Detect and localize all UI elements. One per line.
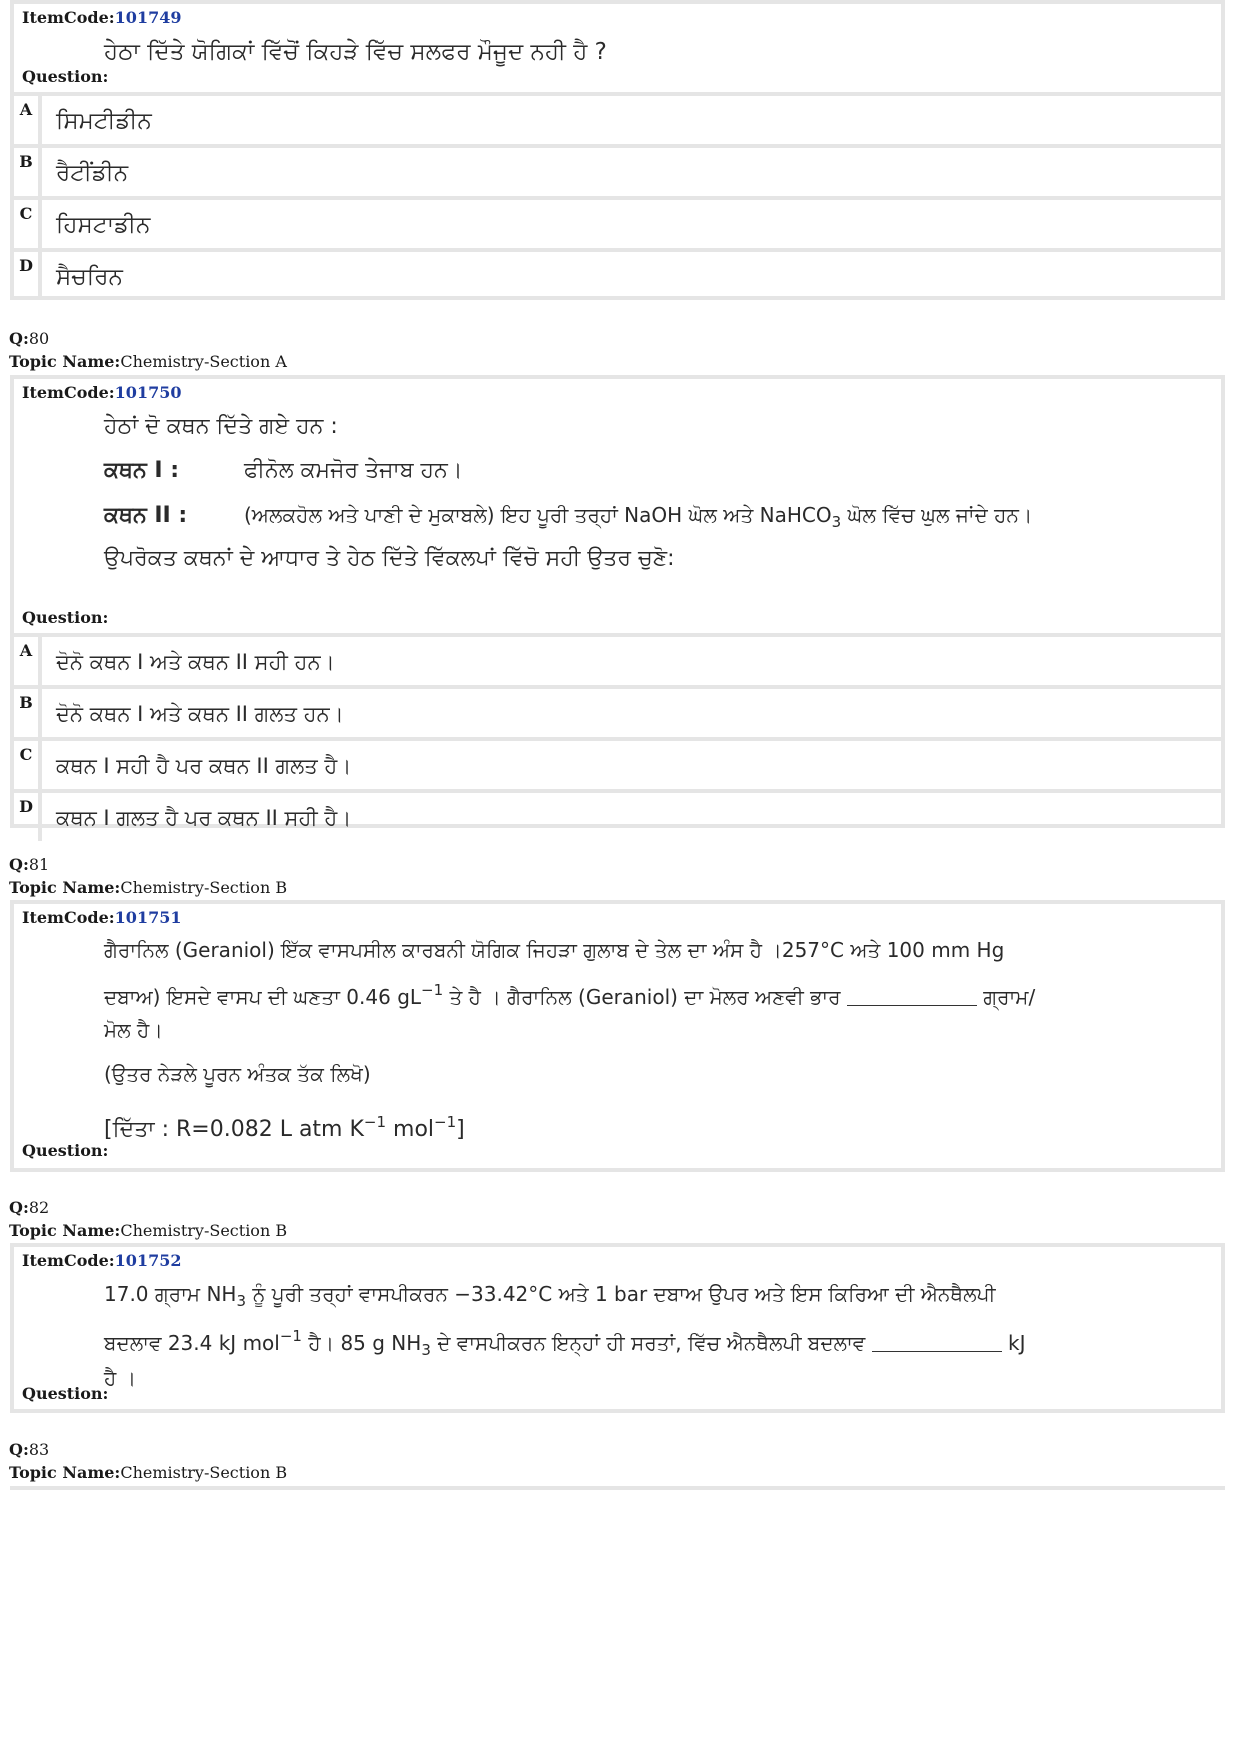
question-label: Question: (22, 67, 109, 86)
text-part: ਹੈ। 85 g NH (301, 1331, 422, 1355)
item-code: 101750 (114, 383, 182, 402)
statement-1-text: ਫੀਨੋਲ ਕਮਜੋਰ ਤੇਜਾਬ ਹਨ। (244, 458, 463, 483)
statement-1-label: ਕਥਨ I : (104, 458, 180, 483)
item-code-label: ItemCode: (22, 1251, 115, 1270)
text-part: ਦਬਾਅ) ਇਸਦੇ ਵਾਸਪ ਦੀ ਘਣਤਾ 0.46 gL (104, 985, 422, 1009)
option-c[interactable] (14, 196, 1221, 248)
option-letter: C (14, 741, 42, 789)
item-box-101751 (10, 900, 1225, 1172)
question-header-83 (9, 1438, 287, 1484)
item-code: 101749 (114, 8, 182, 27)
option-text: ਹਿਸਟਾਡੀਨ (56, 212, 151, 238)
option-d[interactable] (14, 789, 1221, 841)
statement-2-label: ਕਥਨ II : (104, 503, 188, 528)
text-part: ] (456, 1117, 465, 1142)
topic-name: Chemistry-Section B (120, 878, 288, 897)
q-label: Q: (9, 855, 29, 874)
item-box-101750 (10, 375, 1225, 828)
question-header-82 (9, 1196, 287, 1242)
subscript: 3 (236, 1292, 246, 1310)
question-text (104, 30, 1221, 74)
option-text: ਕਥਨ I ਸਹੀ ਹੈ ਪਰ ਕਥਨ II ਗਲਤ ਹੈ। (56, 754, 352, 778)
question-text (104, 1273, 1221, 1399)
question-line: ਹੇਠਾ ਦਿੱਤੇ ਯੋਗਿਕਾਂ ਵਿੱਚੋਂ ਕਿਹੜੇ ਵਿੱਚ ਸਲਫਰ ਮੌਜੂਦ ਨਹੀ ਹੈ ? (104, 39, 607, 65)
option-a[interactable] (14, 92, 1221, 144)
question-label: Question: (22, 608, 109, 627)
option-b[interactable] (14, 144, 1221, 196)
item-box-101749 (10, 0, 1225, 300)
topic-label: Topic Name: (9, 352, 121, 371)
statement-2-text (244, 503, 1033, 531)
option-text: ਦੋਨੋ ਕਥਨ I ਅਤੇ ਕਥਨ II ਸਹੀ ਹਨ। (56, 650, 335, 674)
answer-blank (872, 1331, 1002, 1352)
topic-name: Chemistry-Section A (120, 352, 287, 371)
intro-line: ਹੇਠਾਂ ਦੋ ਕਥਨ ਦਿੱਤੇ ਗਏ ਹਨ : (104, 414, 338, 439)
subscript: 3 (831, 513, 842, 531)
text-part: ਤੇ ਹੈ । ਗੈਰਾਨਿਲ (Geraniol) ਦਾ ਮੋਲਰ ਅਣਵੀ ਭਾਰ (443, 985, 841, 1009)
question-line-2 (104, 970, 1221, 1010)
question-label: Question: (22, 1141, 109, 1160)
question-label: Question: (22, 1384, 109, 1403)
question-text (104, 930, 1221, 1146)
option-letter: A (14, 637, 42, 685)
topic-label: Topic Name: (9, 878, 121, 897)
option-text: ਕਥਨ I ਗਲਤ ਹੈ ਪਰ ਕਥਨ II ਸਹੀ ਹੈ। (56, 806, 352, 830)
option-d[interactable] (14, 248, 1221, 300)
question-text (104, 405, 1221, 581)
q-number: 80 (28, 329, 50, 348)
q-number: 82 (28, 1198, 50, 1217)
question-line-1: ਗੈਰਾਨਿਲ (Geraniol) ਇੱਕ ਵਾਸਪਸੀਲ ਕਾਰਬਨੀ ਯੋਗਿਕ ਜਿਹੜਾ ਗੁਲਾਬ ਦੇ ਤੇਲ ਦਾ ਅੰਸ ਹੈ ।257°C ਅਤੇ 100 mm Hg (104, 938, 1005, 962)
question-line-3: ਮੋਲ ਹੈ। (104, 1018, 163, 1042)
option-text: ਦੋਨੋ ਕਥਨ I ਅਤੇ ਕਥਨ II ਗਲਤ ਹਨ। (56, 702, 344, 726)
question-header-81 (9, 853, 287, 899)
text-part: 17.0 ਗ੍ਰਾਮ NH (104, 1282, 237, 1306)
text-part: ਗ੍ਰਾਮ/ (976, 985, 1036, 1009)
question-area (14, 930, 1221, 1166)
topic-label: Topic Name: (9, 1221, 121, 1240)
item-box-101752 (10, 1243, 1225, 1413)
superscript: −1 (434, 1113, 457, 1131)
text-part: kJ (1001, 1331, 1026, 1355)
statement-2-part: (ਅਲਕਹੋਲ ਅਤੇ ਪਾਣੀ ਦੇ ਮੁਕਾਬਲੇ) ਇਹ ਪੂਰੀ ਤਰ੍ਹਾਂ NaOH ਘੋਲ ਅਤੇ NaHCO (244, 503, 832, 527)
superscript: −1 (363, 1113, 387, 1131)
subscript: 3 (421, 1341, 431, 1359)
answer-blank (847, 985, 977, 1006)
question-line-5 (104, 1098, 1221, 1146)
q-number: 83 (28, 1440, 50, 1459)
item-code-label: ItemCode: (22, 8, 115, 27)
q-number: 81 (28, 855, 50, 874)
option-letter: A (14, 96, 42, 144)
text-part: mol (386, 1117, 435, 1142)
item-code-row (14, 4, 1221, 30)
q-label: Q: (9, 1440, 29, 1459)
statement-1 (104, 449, 1221, 493)
instruction-line: ਉਪਰੋਕਤ ਕਥਨਾਂ ਦੇ ਆਧਾਰ ਤੇ ਹੇਠ ਦਿੱਤੇ ਵਿੱਕਲਪਾਂ ਵਿੱਚੋ ਸਹੀ ਉਤਰ ਚੁਣੋ: (104, 546, 675, 571)
topic-name: Chemistry-Section B (120, 1221, 288, 1240)
option-letter: B (14, 689, 42, 737)
option-c[interactable] (14, 737, 1221, 789)
question-header-80 (9, 327, 287, 373)
text-part: [ਦਿੱਤਾ : R=0.082 L atm K (104, 1117, 364, 1142)
item-code-label: ItemCode: (22, 908, 115, 927)
item-code: 101752 (114, 1251, 182, 1270)
question-area (14, 1273, 1221, 1409)
topic-name: Chemistry-Section B (120, 1463, 288, 1482)
q-label: Q: (9, 1198, 29, 1217)
section-divider (10, 1486, 1225, 1490)
question-line-1 (104, 1273, 1221, 1315)
option-text: ਸੈਚਰਿਨ (56, 264, 123, 290)
option-letter: D (14, 252, 42, 300)
option-b[interactable] (14, 685, 1221, 737)
option-text: ਰੈਟੀਂਡੀਨ (56, 160, 129, 186)
question-area (14, 405, 1221, 633)
item-code-label: ItemCode: (22, 383, 115, 402)
option-a[interactable] (14, 633, 1221, 685)
question-line-2 (104, 1315, 1221, 1357)
item-code-row (14, 904, 1221, 930)
question-area (14, 30, 1221, 92)
superscript: −1 (279, 1327, 302, 1345)
superscript: −1 (421, 981, 444, 999)
question-line-4: (ਉਤਰ ਨੇੜਲੇ ਪੂਰਨ ਅੰਤਕ ਤੱਕ ਲਿਖੋ) (104, 1062, 371, 1086)
text-part: ਦੇ ਵਾਸਪੀਕਰਨ ਇਨ੍ਹਾਂ ਹੀ ਸਰਤਾਂ, ਵਿੱਚ ਐਨਥੈਲਪੀ ਬਦਲਾਵ (430, 1331, 866, 1355)
text-part: ਬਦਲਾਵ 23.4 kJ mol (104, 1331, 280, 1355)
item-code-row (14, 1247, 1221, 1273)
statement-2 (104, 493, 1221, 537)
text-part: ਨੂੰ ਪੂਰੀ ਤਰ੍ਹਾਂ ਵਾਸਪੀਕਰਨ −33.42°C ਅਤੇ 1 bar ਦਬਾਅ ਉਪਰ ਅਤੇ ਇਸ ਕਿਰਿਆ ਦੀ ਐਨਥੈਲਪੀ (246, 1282, 996, 1306)
item-code-row (14, 379, 1221, 405)
option-letter: D (14, 793, 42, 841)
item-code: 101751 (114, 908, 182, 927)
statement-2-part: ਘੋਲ ਵਿੱਚ ਘੁਲ ਜਾਂਦੇ ਹਨ। (841, 503, 1033, 527)
question-line-3: ਹੈ । (104, 1366, 137, 1390)
option-letter: C (14, 200, 42, 248)
q-label: Q: (9, 329, 29, 348)
topic-label: Topic Name: (9, 1463, 121, 1482)
option-text: ਸਿਮਟੀਡੀਨ (56, 108, 152, 134)
option-letter: B (14, 148, 42, 196)
